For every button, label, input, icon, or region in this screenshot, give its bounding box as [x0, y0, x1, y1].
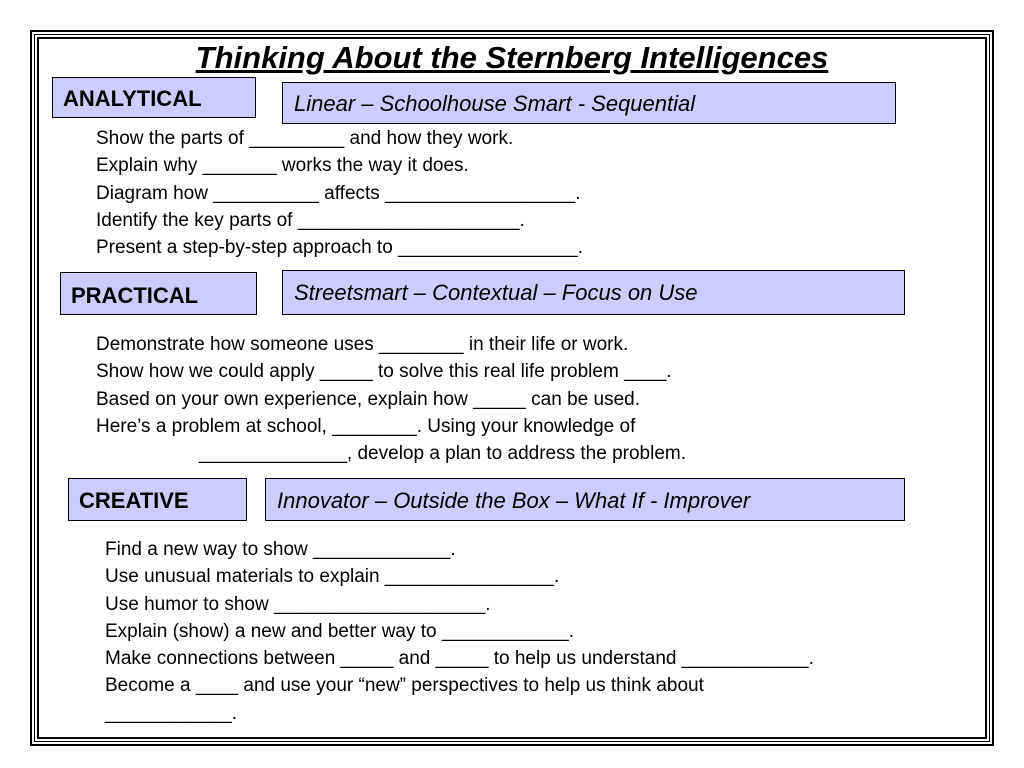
page-title: Thinking About the Sternberg Intelligences	[195, 40, 829, 75]
practical-description: Streetsmart – Contextual – Focus on Use	[294, 280, 698, 305]
list-item: Find a new way to show _____________.	[105, 539, 456, 560]
creative-prompt-list	[105, 536, 814, 727]
list-item: Make connections between _____ and _____ to help us understand ____________.	[105, 648, 814, 670]
creative-label-box	[68, 478, 247, 521]
analytical-description-box	[282, 82, 896, 124]
list-item: Based on your own experience, explain how _____ can be used.	[96, 388, 640, 410]
list-item: Become a ____ and use your “new” perspectives to help us think about	[105, 675, 704, 697]
list-item: ____________.	[105, 702, 238, 724]
practical-description-box	[282, 270, 905, 315]
creative-description-box	[265, 478, 905, 521]
list-item: Diagram how __________ affects __________________.	[96, 182, 581, 204]
practical-prompt-list	[96, 331, 686, 467]
analytical-label: ANALYTICAL	[63, 86, 202, 111]
list-item: Use humor to show ____________________.	[105, 593, 491, 615]
creative-label: CREATIVE	[79, 488, 189, 513]
list-item: Identify the key parts of _____________________.	[96, 209, 525, 231]
practical-label: PRACTICAL	[71, 283, 199, 308]
list-item: Explain why _______ works the way it does.	[96, 155, 469, 177]
practical-label-box	[60, 272, 257, 315]
list-item: Demonstrate how someone uses ________ in their life or work.	[96, 334, 629, 355]
list-item: ______________, develop a plan to address the problem.	[199, 443, 686, 465]
analytical-label-box	[52, 77, 256, 118]
list-item: Explain (show) a new and better way to ____________.	[105, 620, 574, 642]
list-item: Use unusual materials to explain ________________.	[105, 566, 560, 588]
list-item: Present a step-by-step approach to _________________.	[96, 237, 583, 259]
analytical-prompt-list	[96, 125, 583, 261]
list-item: Show the parts of _________ and how they work.	[96, 128, 514, 149]
analytical-description: Linear – Schoolhouse Smart - Sequential	[294, 91, 696, 116]
list-item: Here’s a problem at school, ________. Using your knowledge of	[96, 415, 636, 437]
creative-description: Innovator – Outside the Box – What If - Improver	[277, 488, 751, 513]
list-item: Show how we could apply _____ to solve this real life problem ____.	[96, 361, 672, 383]
